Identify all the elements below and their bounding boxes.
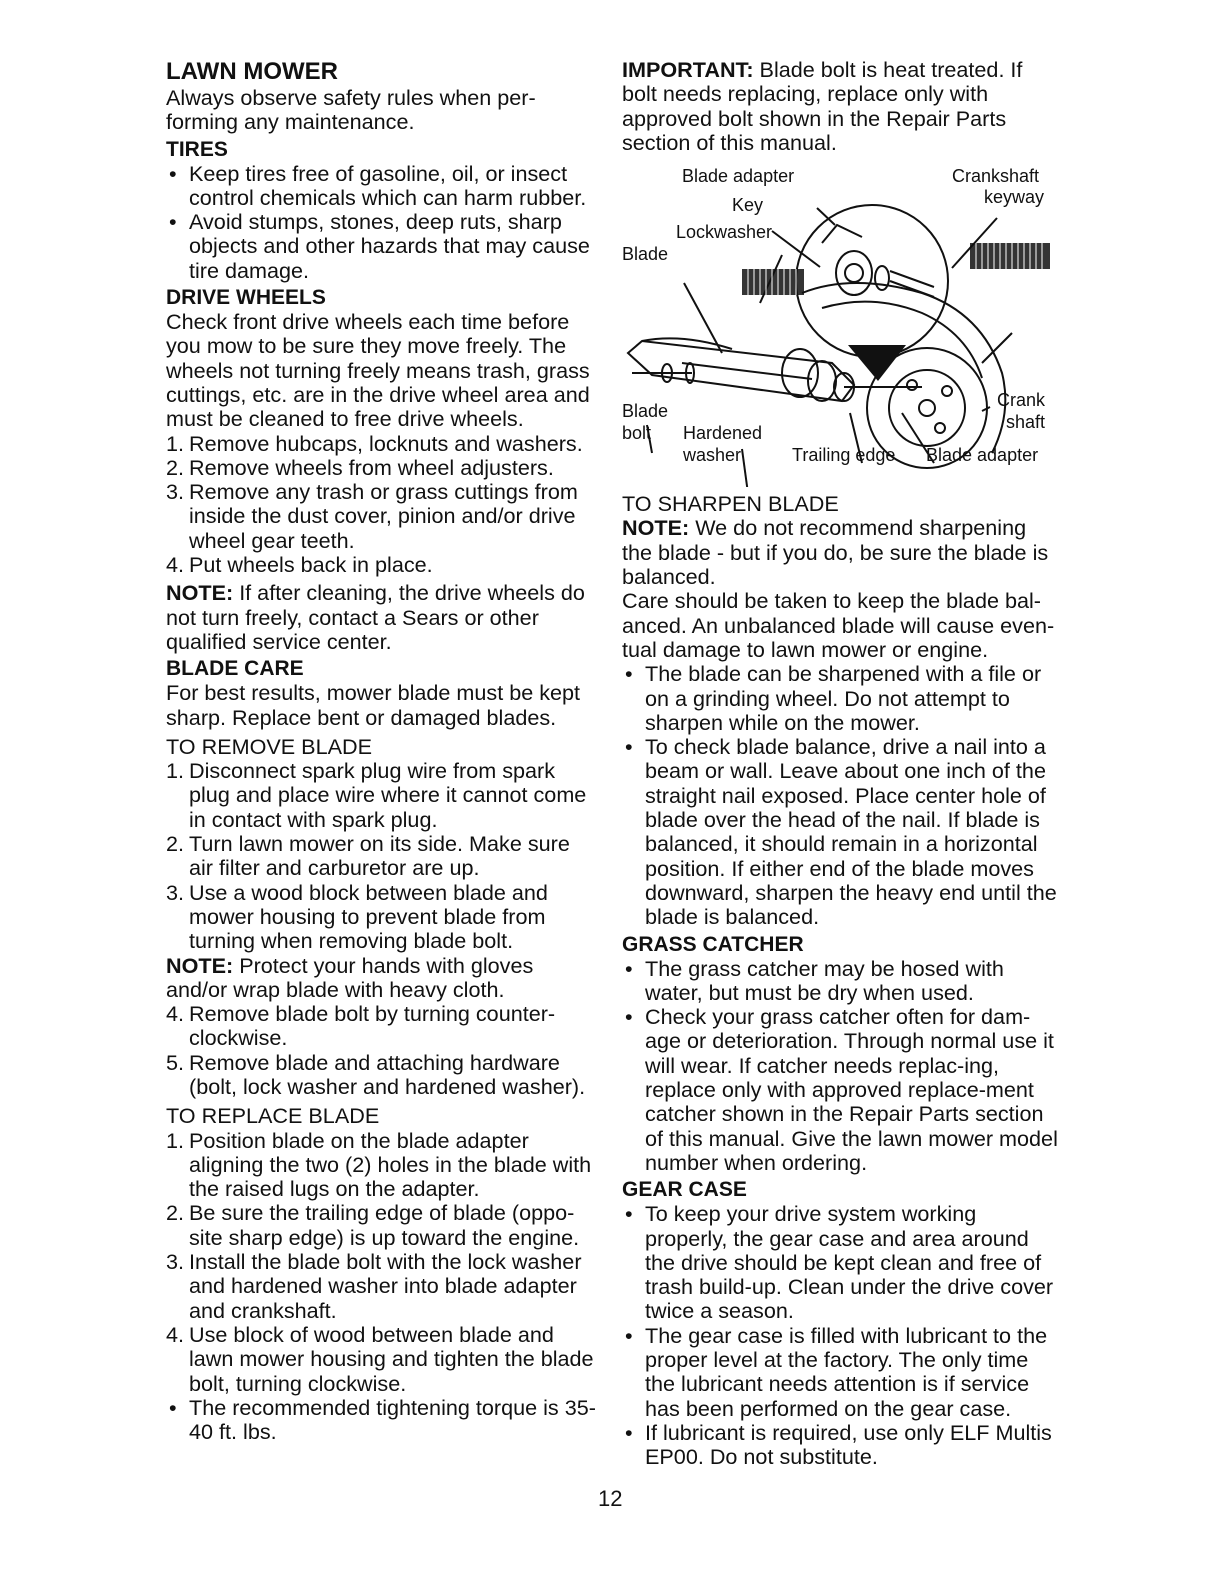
sharpen-text: Care should be taken to keep the blade bal-anced. An unbalanced blade will cause even-tual damage to lawn mower or engine. bbox=[622, 588, 1055, 662]
list-item: 4. Put wheels back in place. bbox=[166, 552, 433, 578]
grass-catcher-list bbox=[622, 957, 1062, 1176]
sharpen-blade-heading: TO SHARPEN BLADE bbox=[622, 491, 839, 517]
page-title: LAWN MOWER bbox=[166, 58, 338, 85]
label-blade: Blade bbox=[622, 244, 669, 265]
label-blade-bolt-1: Blade bbox=[622, 401, 669, 422]
list-item: • Avoid stumps, stones, deep ruts, sharp objects and other hazards that may cause tire damage. bbox=[169, 209, 590, 283]
label-shaft: shaft bbox=[1006, 412, 1046, 433]
sharpen-note: NOTE: We do not recommend sharpening the blade - but if you do, be sure the blade is balanced. bbox=[622, 515, 1049, 590]
drive-wheels-text: Check front drive wheels each time before you mow to be sure they move freely. The wheels not turning freely means trash, grass cuttings, etc. are in the drive wheel area and must be cleaned to free drive wheels. bbox=[166, 309, 590, 432]
left-column bbox=[166, 58, 598, 1444]
page-number: 12 bbox=[598, 1486, 623, 1511]
list-item: 1. Remove hubcaps, locknuts and washers. bbox=[166, 430, 583, 456]
list-item: 2. Turn lawn mower on its side. Make sure air filter and carburetor are up. bbox=[166, 831, 570, 881]
list-item: • The grass catcher may be hosed with water, but must be dry when used. bbox=[625, 955, 1004, 1005]
bullet-icon: • bbox=[625, 955, 633, 981]
list-item: • The blade can be sharpened with a file or on a grinding wheel. Do not attempt to sharpen while on the mower. bbox=[625, 661, 1042, 735]
label-keyway: keyway bbox=[984, 187, 1045, 208]
label-trailing-edge: Trailing edge bbox=[792, 445, 896, 466]
sharpen-list bbox=[622, 662, 1062, 929]
bullet-icon: • bbox=[625, 1004, 633, 1030]
replace-blade-steps bbox=[166, 1129, 598, 1396]
remove-blade-heading: TO REMOVE BLADE bbox=[166, 733, 372, 759]
label-washer: washer bbox=[683, 445, 742, 466]
list-item: • The recommended tightening torque is 35-40 ft. lbs. bbox=[169, 1394, 596, 1445]
label-blade-adapter: Blade adapter bbox=[682, 166, 795, 187]
blade-care-text: For best results, mower blade must be kept sharp. Replace bent or damaged blades. bbox=[166, 680, 581, 730]
list-item: 5. Remove blade and attaching hardware (bolt, lock washer and hardened washer). bbox=[166, 1049, 586, 1099]
label-crankshaft: Crankshaft bbox=[952, 166, 1040, 187]
right-column bbox=[622, 58, 1062, 1469]
bullet-icon: • bbox=[169, 209, 177, 235]
list-item: 1. Disconnect spark plug wire from spark plug and place wire where it cannot come in contact with spark plug. bbox=[166, 758, 587, 832]
blade-care-heading: BLADE CARE bbox=[166, 657, 304, 681]
bullet-icon: • bbox=[169, 1394, 177, 1420]
list-item: 2. Remove wheels from wheel adjusters. bbox=[166, 454, 554, 480]
list-item: 1. Position blade on the blade adapter aligning the two (2) holes in the blade with the raised lugs on the adapter. bbox=[166, 1127, 592, 1202]
bullet-icon: • bbox=[625, 1201, 633, 1227]
tires-list bbox=[166, 162, 598, 283]
list-item: • Keep tires free of gasoline, oil, or insect control chemicals which can harm rubber. bbox=[169, 160, 587, 210]
list-item: • If lubricant is required, use only ELF Multis EP00. Do not substitute. bbox=[625, 1419, 1052, 1470]
list-item: 2. Be sure the trailing edge of blade (oppo-site sharp edge) is up toward the engine. bbox=[166, 1200, 580, 1250]
bullet-icon: • bbox=[625, 1322, 633, 1348]
bullet-icon: • bbox=[625, 1419, 633, 1445]
gear-case-list bbox=[622, 1202, 1062, 1469]
label-key: Key bbox=[732, 195, 764, 216]
important-notice: IMPORTANT: Blade bolt is heat treated. If bolt needs replacing, replace only with approved bolt shown in the Repair Parts section of this manual. bbox=[622, 57, 1023, 155]
list-item: • To keep your drive system working properly, the gear case and area around the drive should be kept clean and free of trash build-up. Clean under the drive cover twice a season. bbox=[625, 1201, 1054, 1324]
label-lockwasher: Lockwasher bbox=[676, 222, 773, 243]
list-item: 3. Use a wood block between blade and mower housing to prevent blade from turning when removing blade bolt. bbox=[166, 879, 548, 954]
label-blade-bolt-2: bolt bbox=[622, 423, 652, 444]
label-hardened: Hardened bbox=[683, 423, 763, 444]
remove-blade-steps bbox=[166, 759, 598, 953]
bullet-icon: • bbox=[625, 734, 633, 760]
list-item: • Check your grass catcher often for dam-age or deterioration. Through normal use it will wear. If catcher needs replac-ing, replace only with approved replace-ment catcher shown in the Repair Parts section of this manual. Give the lawn mower model number when ordering. bbox=[625, 1004, 1058, 1175]
drive-wheels-steps bbox=[166, 432, 598, 578]
blade-assembly-diagram bbox=[622, 163, 1062, 487]
list-item: 3. Remove any trash or grass cuttings from inside the dust cover, pinion and/or drive wheel gear teeth. bbox=[166, 479, 578, 553]
bullet-icon: • bbox=[169, 160, 177, 186]
grass-catcher-heading: GRASS CATCHER bbox=[622, 932, 804, 956]
list-item: 3. Install the blade bolt with the lock washer and hardened washer into blade adapter and crankshaft. bbox=[166, 1249, 582, 1323]
label-blade-adapter-bottom: Blade adapter bbox=[926, 445, 1039, 466]
label-crank: Crank bbox=[997, 390, 1046, 411]
remove-blade-steps-continued bbox=[166, 1002, 598, 1099]
bullet-icon: • bbox=[625, 661, 633, 687]
torque-list bbox=[166, 1396, 598, 1445]
gear-case-heading: GEAR CASE bbox=[622, 1178, 747, 1202]
tires-heading: TIRES bbox=[166, 137, 228, 161]
remove-blade-note: NOTE: Protect your hands with gloves and/or wrap blade with heavy cloth. bbox=[166, 952, 534, 1002]
drive-wheels-heading: DRIVE WHEELS bbox=[166, 286, 326, 310]
drive-wheels-note: NOTE: If after cleaning, the drive wheels do not turn freely, contact a Sears or other qualified service center. bbox=[166, 580, 585, 654]
intro-text: Always observe safety rules when per-forming any maintenance. bbox=[166, 85, 536, 135]
list-item: • The gear case is filled with lubricant to the proper level at the factory. The only time the lubricant needs attention is if service has been performed on the gear case. bbox=[625, 1322, 1048, 1421]
list-item: 4. Remove blade bolt by turning counter-clockwise. bbox=[166, 1001, 556, 1051]
replace-blade-heading: TO REPLACE BLADE bbox=[166, 1103, 380, 1129]
list-item: • To check blade balance, drive a nail into a beam or wall. Leave about one inch of the straight nail exposed. Place center hole of blade over the head of the nail. If blade is balanced, it should remain in a horizontal position. If either end of the blade moves downward, sharpen the heavy end until the blade is balanced. bbox=[625, 734, 1057, 930]
list-item: 4. Use block of wood between blade and lawn mower housing and tighten the blade bolt, turning clockwise. bbox=[166, 1321, 594, 1396]
